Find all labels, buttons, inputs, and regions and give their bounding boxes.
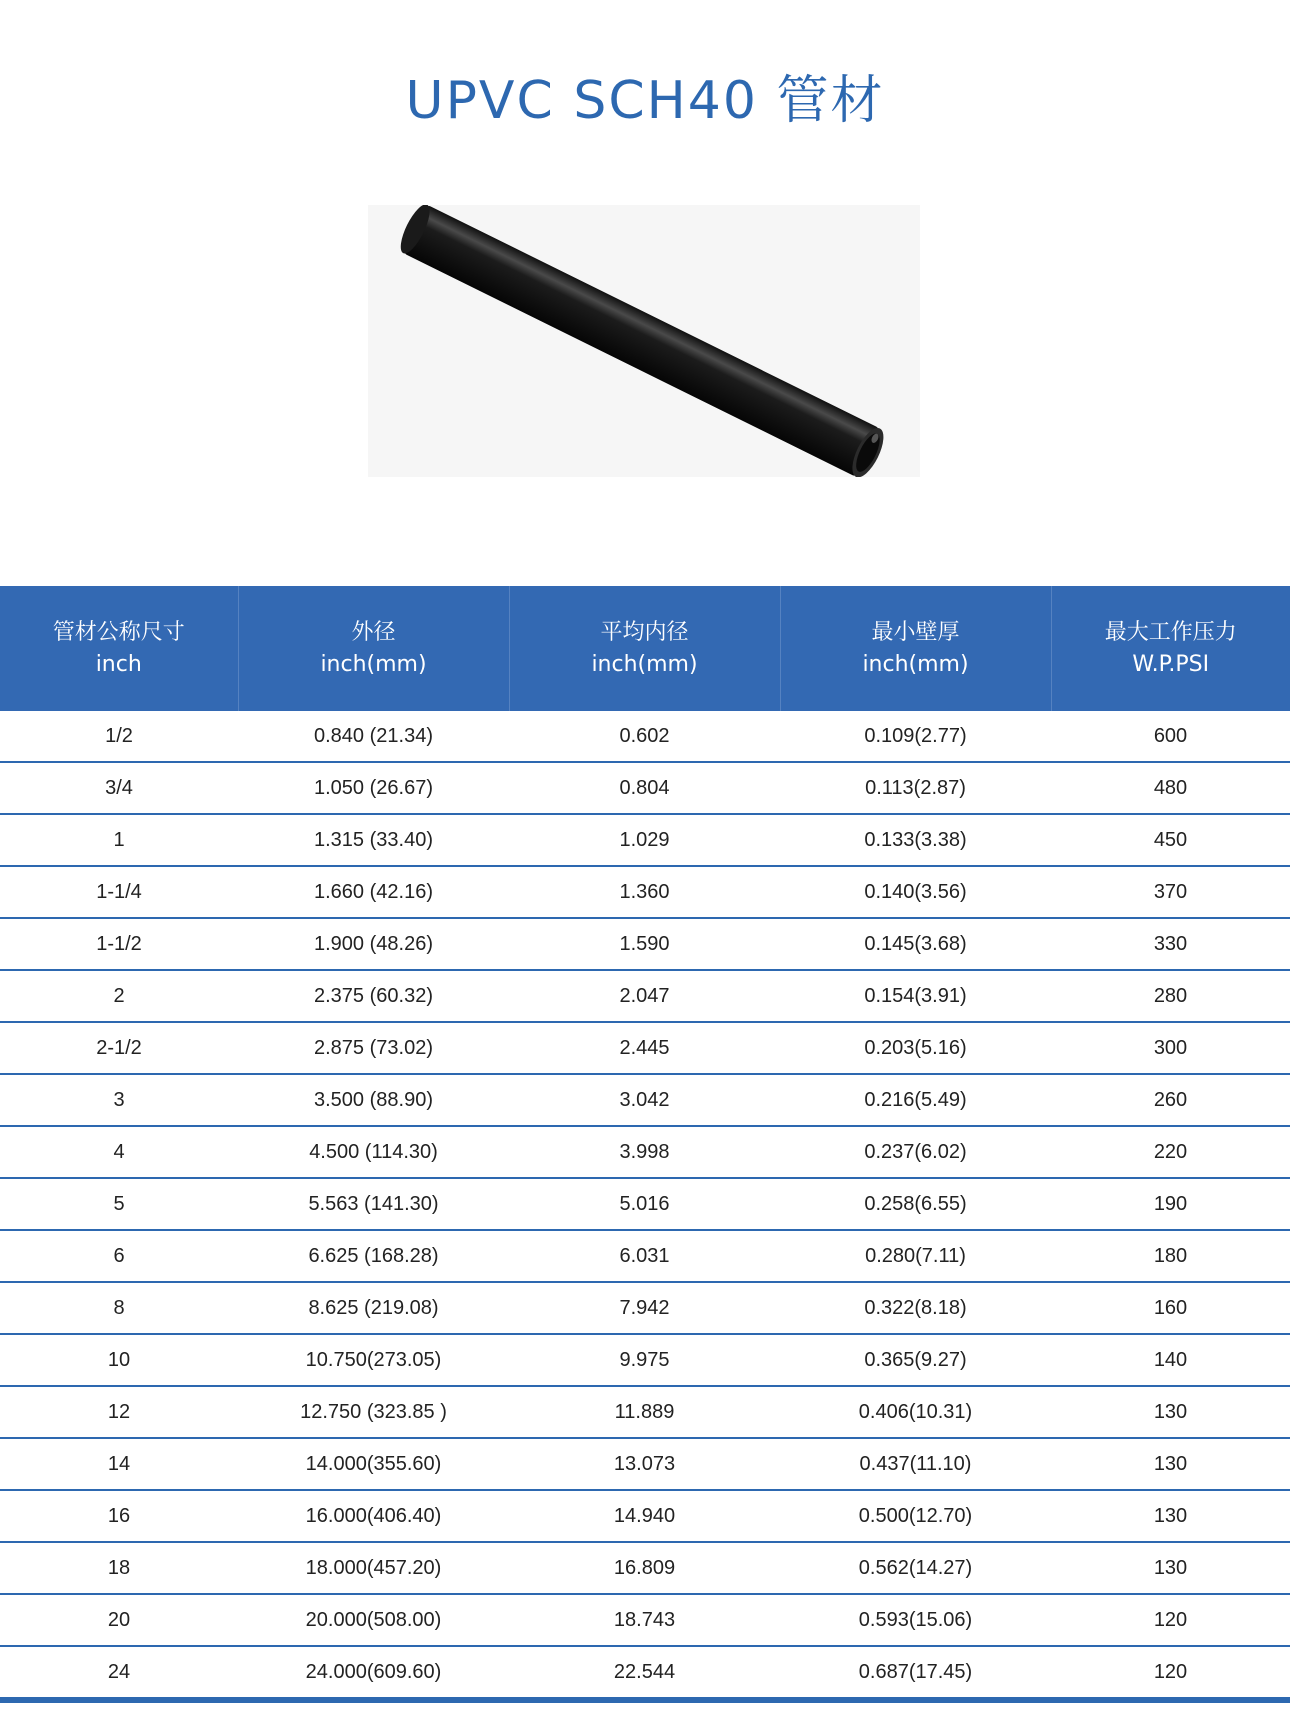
cell-inner-diameter: 2.445: [509, 1022, 780, 1074]
cell-wall-thickness: 0.237(6.02): [780, 1126, 1051, 1178]
cell-inner-diameter: 7.942: [509, 1282, 780, 1334]
cell-nominal-size: 14: [0, 1438, 238, 1490]
cell-wall-thickness: 0.687(17.45): [780, 1646, 1051, 1700]
cell-outer-diameter: 16.000(406.40): [238, 1490, 509, 1542]
cell-outer-diameter: 4.500 (114.30): [238, 1126, 509, 1178]
cell-inner-diameter: 2.047: [509, 970, 780, 1022]
table-row: [0, 866, 1290, 918]
cell-pressure: 220: [1051, 1126, 1290, 1178]
cell-pressure: 120: [1051, 1646, 1290, 1700]
header-line2: W.P.PSI: [1132, 651, 1210, 677]
cell-nominal-size: 5: [0, 1178, 238, 1230]
cell-nominal-size: 3/4: [0, 762, 238, 814]
table-row: [0, 970, 1290, 1022]
header-line2: inch(mm): [591, 651, 698, 677]
cell-inner-diameter: 16.809: [509, 1542, 780, 1594]
cell-pressure: 300: [1051, 1022, 1290, 1074]
cell-wall-thickness: 0.109(2.77): [780, 711, 1051, 762]
cell-nominal-size: 8: [0, 1282, 238, 1334]
cell-pressure: 130: [1051, 1542, 1290, 1594]
cell-pressure: 190: [1051, 1178, 1290, 1230]
cell-pressure: 160: [1051, 1282, 1290, 1334]
cell-inner-diameter: 18.743: [509, 1594, 780, 1646]
cell-inner-diameter: 9.975: [509, 1334, 780, 1386]
cell-inner-diameter: 11.889: [509, 1386, 780, 1438]
header-max-working-pressure: [1051, 586, 1290, 711]
cell-pressure: 130: [1051, 1386, 1290, 1438]
cell-outer-diameter: 6.625 (168.28): [238, 1230, 509, 1282]
table-row: [0, 1490, 1290, 1542]
cell-pressure: 370: [1051, 866, 1290, 918]
pipe-image: [368, 205, 920, 477]
table-row: [0, 711, 1290, 762]
cell-pressure: 130: [1051, 1490, 1290, 1542]
cell-wall-thickness: 0.365(9.27): [780, 1334, 1051, 1386]
cell-nominal-size: 1-1/2: [0, 918, 238, 970]
cell-wall-thickness: 0.258(6.55): [780, 1178, 1051, 1230]
cell-outer-diameter: 12.750 (323.85 ): [238, 1386, 509, 1438]
cell-inner-diameter: 0.804: [509, 762, 780, 814]
cell-inner-diameter: 6.031: [509, 1230, 780, 1282]
cell-nominal-size: 1: [0, 814, 238, 866]
cell-outer-diameter: 3.500 (88.90): [238, 1074, 509, 1126]
table-body: [0, 711, 1290, 1700]
header-line1: 外径: [351, 619, 396, 645]
cell-pressure: 450: [1051, 814, 1290, 866]
table-row: [0, 1334, 1290, 1386]
table-row: [0, 918, 1290, 970]
table-row: [0, 1646, 1290, 1700]
cell-wall-thickness: 0.562(14.27): [780, 1542, 1051, 1594]
header-min-wall-thickness: [780, 586, 1051, 711]
cell-nominal-size: 6: [0, 1230, 238, 1282]
table-row: [0, 1542, 1290, 1594]
cell-wall-thickness: 0.322(8.18): [780, 1282, 1051, 1334]
header-line1: 管材公称尺寸: [52, 619, 185, 645]
cell-wall-thickness: 0.437(11.10): [780, 1438, 1051, 1490]
table-row: [0, 1438, 1290, 1490]
cell-pressure: 120: [1051, 1594, 1290, 1646]
cell-pressure: 130: [1051, 1438, 1290, 1490]
cell-outer-diameter: 1.050 (26.67): [238, 762, 509, 814]
header-line1: 最小壁厚: [871, 619, 960, 645]
cell-nominal-size: 24: [0, 1646, 238, 1700]
cell-outer-diameter: 14.000(355.60): [238, 1438, 509, 1490]
spec-table: [0, 586, 1290, 1703]
pipe-illustration: [368, 205, 920, 477]
cell-nominal-size: 12: [0, 1386, 238, 1438]
cell-nominal-size: 1-1/4: [0, 866, 238, 918]
cell-inner-diameter: 3.998: [509, 1126, 780, 1178]
cell-pressure: 180: [1051, 1230, 1290, 1282]
cell-nominal-size: 20: [0, 1594, 238, 1646]
table-row: [0, 1594, 1290, 1646]
table-row: [0, 762, 1290, 814]
cell-nominal-size: 1/2: [0, 711, 238, 762]
cell-outer-diameter: 2.375 (60.32): [238, 970, 509, 1022]
cell-outer-diameter: 2.875 (73.02): [238, 1022, 509, 1074]
cell-inner-diameter: 13.073: [509, 1438, 780, 1490]
cell-nominal-size: 2-1/2: [0, 1022, 238, 1074]
cell-nominal-size: 10: [0, 1334, 238, 1386]
table-row: [0, 1282, 1290, 1334]
cell-nominal-size: 3: [0, 1074, 238, 1126]
cell-outer-diameter: 5.563 (141.30): [238, 1178, 509, 1230]
header-line1: 最大工作压力: [1104, 619, 1237, 645]
cell-pressure: 140: [1051, 1334, 1290, 1386]
cell-inner-diameter: 3.042: [509, 1074, 780, 1126]
cell-wall-thickness: 0.280(7.11): [780, 1230, 1051, 1282]
cell-inner-diameter: 1.360: [509, 866, 780, 918]
table-header: [0, 586, 1290, 711]
cell-pressure: 480: [1051, 762, 1290, 814]
cell-wall-thickness: 0.216(5.49): [780, 1074, 1051, 1126]
cell-wall-thickness: 0.113(2.87): [780, 762, 1051, 814]
cell-pressure: 600: [1051, 711, 1290, 762]
table-row: [0, 1022, 1290, 1074]
header-line2: inch: [95, 651, 142, 677]
cell-outer-diameter: 1.660 (42.16): [238, 866, 509, 918]
cell-inner-diameter: 1.029: [509, 814, 780, 866]
header-nominal-size: [0, 586, 238, 711]
cell-wall-thickness: 0.133(3.38): [780, 814, 1051, 866]
table-row: [0, 814, 1290, 866]
cell-pressure: 330: [1051, 918, 1290, 970]
cell-wall-thickness: 0.145(3.68): [780, 918, 1051, 970]
cell-outer-diameter: 24.000(609.60): [238, 1646, 509, 1700]
cell-outer-diameter: 18.000(457.20): [238, 1542, 509, 1594]
header-outer-diameter: [238, 586, 509, 711]
cell-inner-diameter: 14.940: [509, 1490, 780, 1542]
cell-inner-diameter: 0.602: [509, 711, 780, 762]
table-row: [0, 1386, 1290, 1438]
header-average-inner-diameter: [509, 586, 780, 711]
table-row: [0, 1178, 1290, 1230]
cell-wall-thickness: 0.500(12.70): [780, 1490, 1051, 1542]
cell-inner-diameter: 5.016: [509, 1178, 780, 1230]
header-line1: 平均内径: [600, 619, 689, 645]
cell-outer-diameter: 1.315 (33.40): [238, 814, 509, 866]
page-title: UPVC SCH40 管材: [405, 71, 885, 131]
cell-wall-thickness: 0.154(3.91): [780, 970, 1051, 1022]
cell-wall-thickness: 0.140(3.56): [780, 866, 1051, 918]
cell-wall-thickness: 0.406(10.31): [780, 1386, 1051, 1438]
table-row: [0, 1074, 1290, 1126]
cell-wall-thickness: 0.203(5.16): [780, 1022, 1051, 1074]
table-row: [0, 1126, 1290, 1178]
cell-outer-diameter: 20.000(508.00): [238, 1594, 509, 1646]
header-line2: inch(mm): [862, 651, 969, 677]
cell-pressure: 260: [1051, 1074, 1290, 1126]
cell-nominal-size: 16: [0, 1490, 238, 1542]
cell-outer-diameter: 8.625 (219.08): [238, 1282, 509, 1334]
cell-inner-diameter: 22.544: [509, 1646, 780, 1700]
cell-nominal-size: 2: [0, 970, 238, 1022]
cell-outer-diameter: 10.750(273.05): [238, 1334, 509, 1386]
cell-nominal-size: 18: [0, 1542, 238, 1594]
header-row: [0, 586, 1290, 711]
table-row: [0, 1230, 1290, 1282]
cell-nominal-size: 4: [0, 1126, 238, 1178]
cell-outer-diameter: 1.900 (48.26): [238, 918, 509, 970]
cell-pressure: 280: [1051, 970, 1290, 1022]
cell-wall-thickness: 0.593(15.06): [780, 1594, 1051, 1646]
cell-inner-diameter: 1.590: [509, 918, 780, 970]
cell-outer-diameter: 0.840 (21.34): [238, 711, 509, 762]
header-line2: inch(mm): [320, 651, 427, 677]
